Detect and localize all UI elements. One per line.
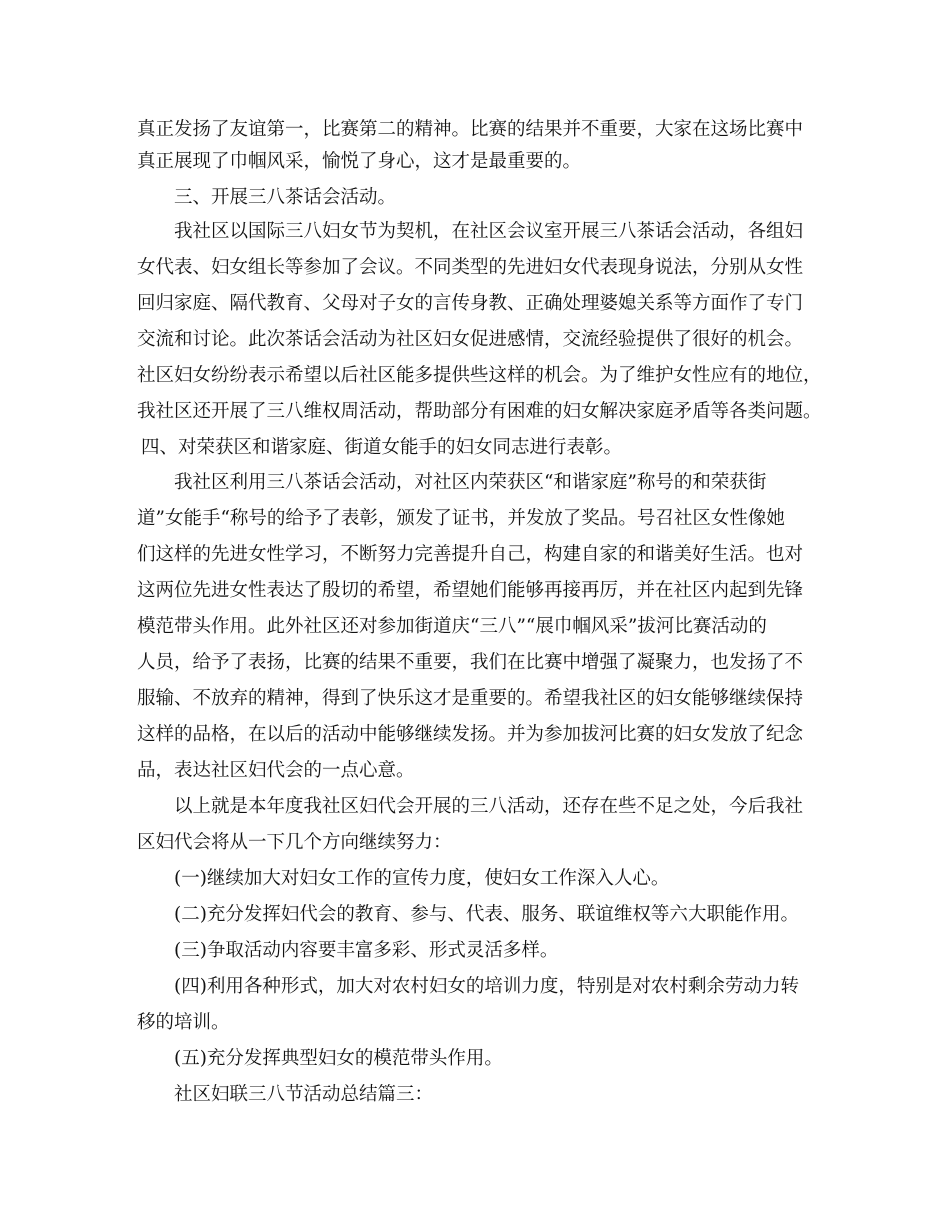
list-item-1: (一)继续加大对妇女工作的宣传力度，使妇女工作深入人心。 [174,868,670,889]
text-line-21: 区妇代会将从一下几个方向继续努力： [137,832,452,853]
text-line-17: 服输、不放弃的精神，得到了快乐这才是重要的。希望我社区的妇女能够继续保持 [137,688,804,709]
text-line-5: 女代表、妇女组长等参加了会议。不同类型的先进妇女代表现身说法，分别从女性 [137,257,804,278]
section-heading-3: 三、开展三八茶话会活动。 [174,187,397,208]
text-line-7: 交流和讨论。此次茶话会活动为社区妇女促进感情，交流经验提供了很好的机会。 [137,329,804,350]
text-line-13: 们这样的先进女性学习，不断努力完善提升自己，构建自家的和谐美好生活。也对 [137,544,804,565]
text-line-4: 我社区以国际三八妇女节为契机，在社区会议室开展三八茶话会活动，各组妇 [174,221,804,242]
list-item-4: (四)利用各种形式，加大对农村妇女的培训力度，特别是对农村剩余劳动力转 [174,976,799,997]
list-item-5: (五)充分发挥典型妇女的模范带头作用。 [174,1048,503,1069]
text-line-11: 我社区利用三八茶话会活动，对社区内荣获区“和谐家庭”称号的和荣获街 [174,472,767,493]
list-item-3: (三)争取活动内容要丰富多彩、形式灵活多样。 [174,940,559,961]
text-line-2: 真正展现了巾帼风采，愉悦了身心，这才是最重要的。 [137,151,582,172]
text-line-18: 这样的品格，在以后的活动中能够继续发扬。并为参加拔河比赛的妇女发放了纪念 [137,724,804,745]
section-heading-4: 四、对荣获区和谐家庭、街道女能手的妇女同志进行表彰。 [141,437,623,458]
text-line-1: 真正发扬了友谊第一，比赛第二的精神。比赛的结果并不重要，大家在这场比赛中 [137,119,804,140]
text-line-19: 品，表达社区妇代会的一点心意。 [137,760,415,781]
text-line-16: 人员，给予了表扬，比赛的结果不重要，我们在比赛中增强了凝聚力，也发扬了不 [137,652,804,673]
text-line-6: 回归家庭、隔代教育、父母对子女的言传身教、正确处理婆媳关系等方面作了专门 [137,293,804,314]
text-line-14: 这两位先进女性表达了殷切的希望，希望她们能够再接再厉，并在社区内起到先锋 [137,580,804,601]
text-line-20: 以上就是本年度我社区妇代会开展的三八活动，还存在些不足之处，今后我社 [174,796,804,817]
section-title-part-3: 社区妇联三八节活动总结篇三： [174,1084,434,1105]
text-line-15: 模范带头作用。此外社区还对参加街道庆“三八”“展巾帼风采”拔河比赛活动的 [137,616,767,637]
text-line-8: 社区妇女纷纷表示希望以后社区能多提供些这样的机会。为了维护女性应有的地位， [137,365,822,386]
text-line-9: 我社区还开展了三八维权周活动，帮助部分有困难的妇女解决家庭矛盾等各类问题。 [137,401,822,422]
text-line-12: 道”女能手“称号的给予了表彰，颁发了证书，并发放了奖品。号召社区女性像她 [137,508,785,529]
list-item-2: (二)充分发挥妇代会的教育、参与、代表、服务、联谊维权等六大职能作用。 [174,904,799,925]
list-item-4-continued: 移的培训。 [137,1012,230,1033]
